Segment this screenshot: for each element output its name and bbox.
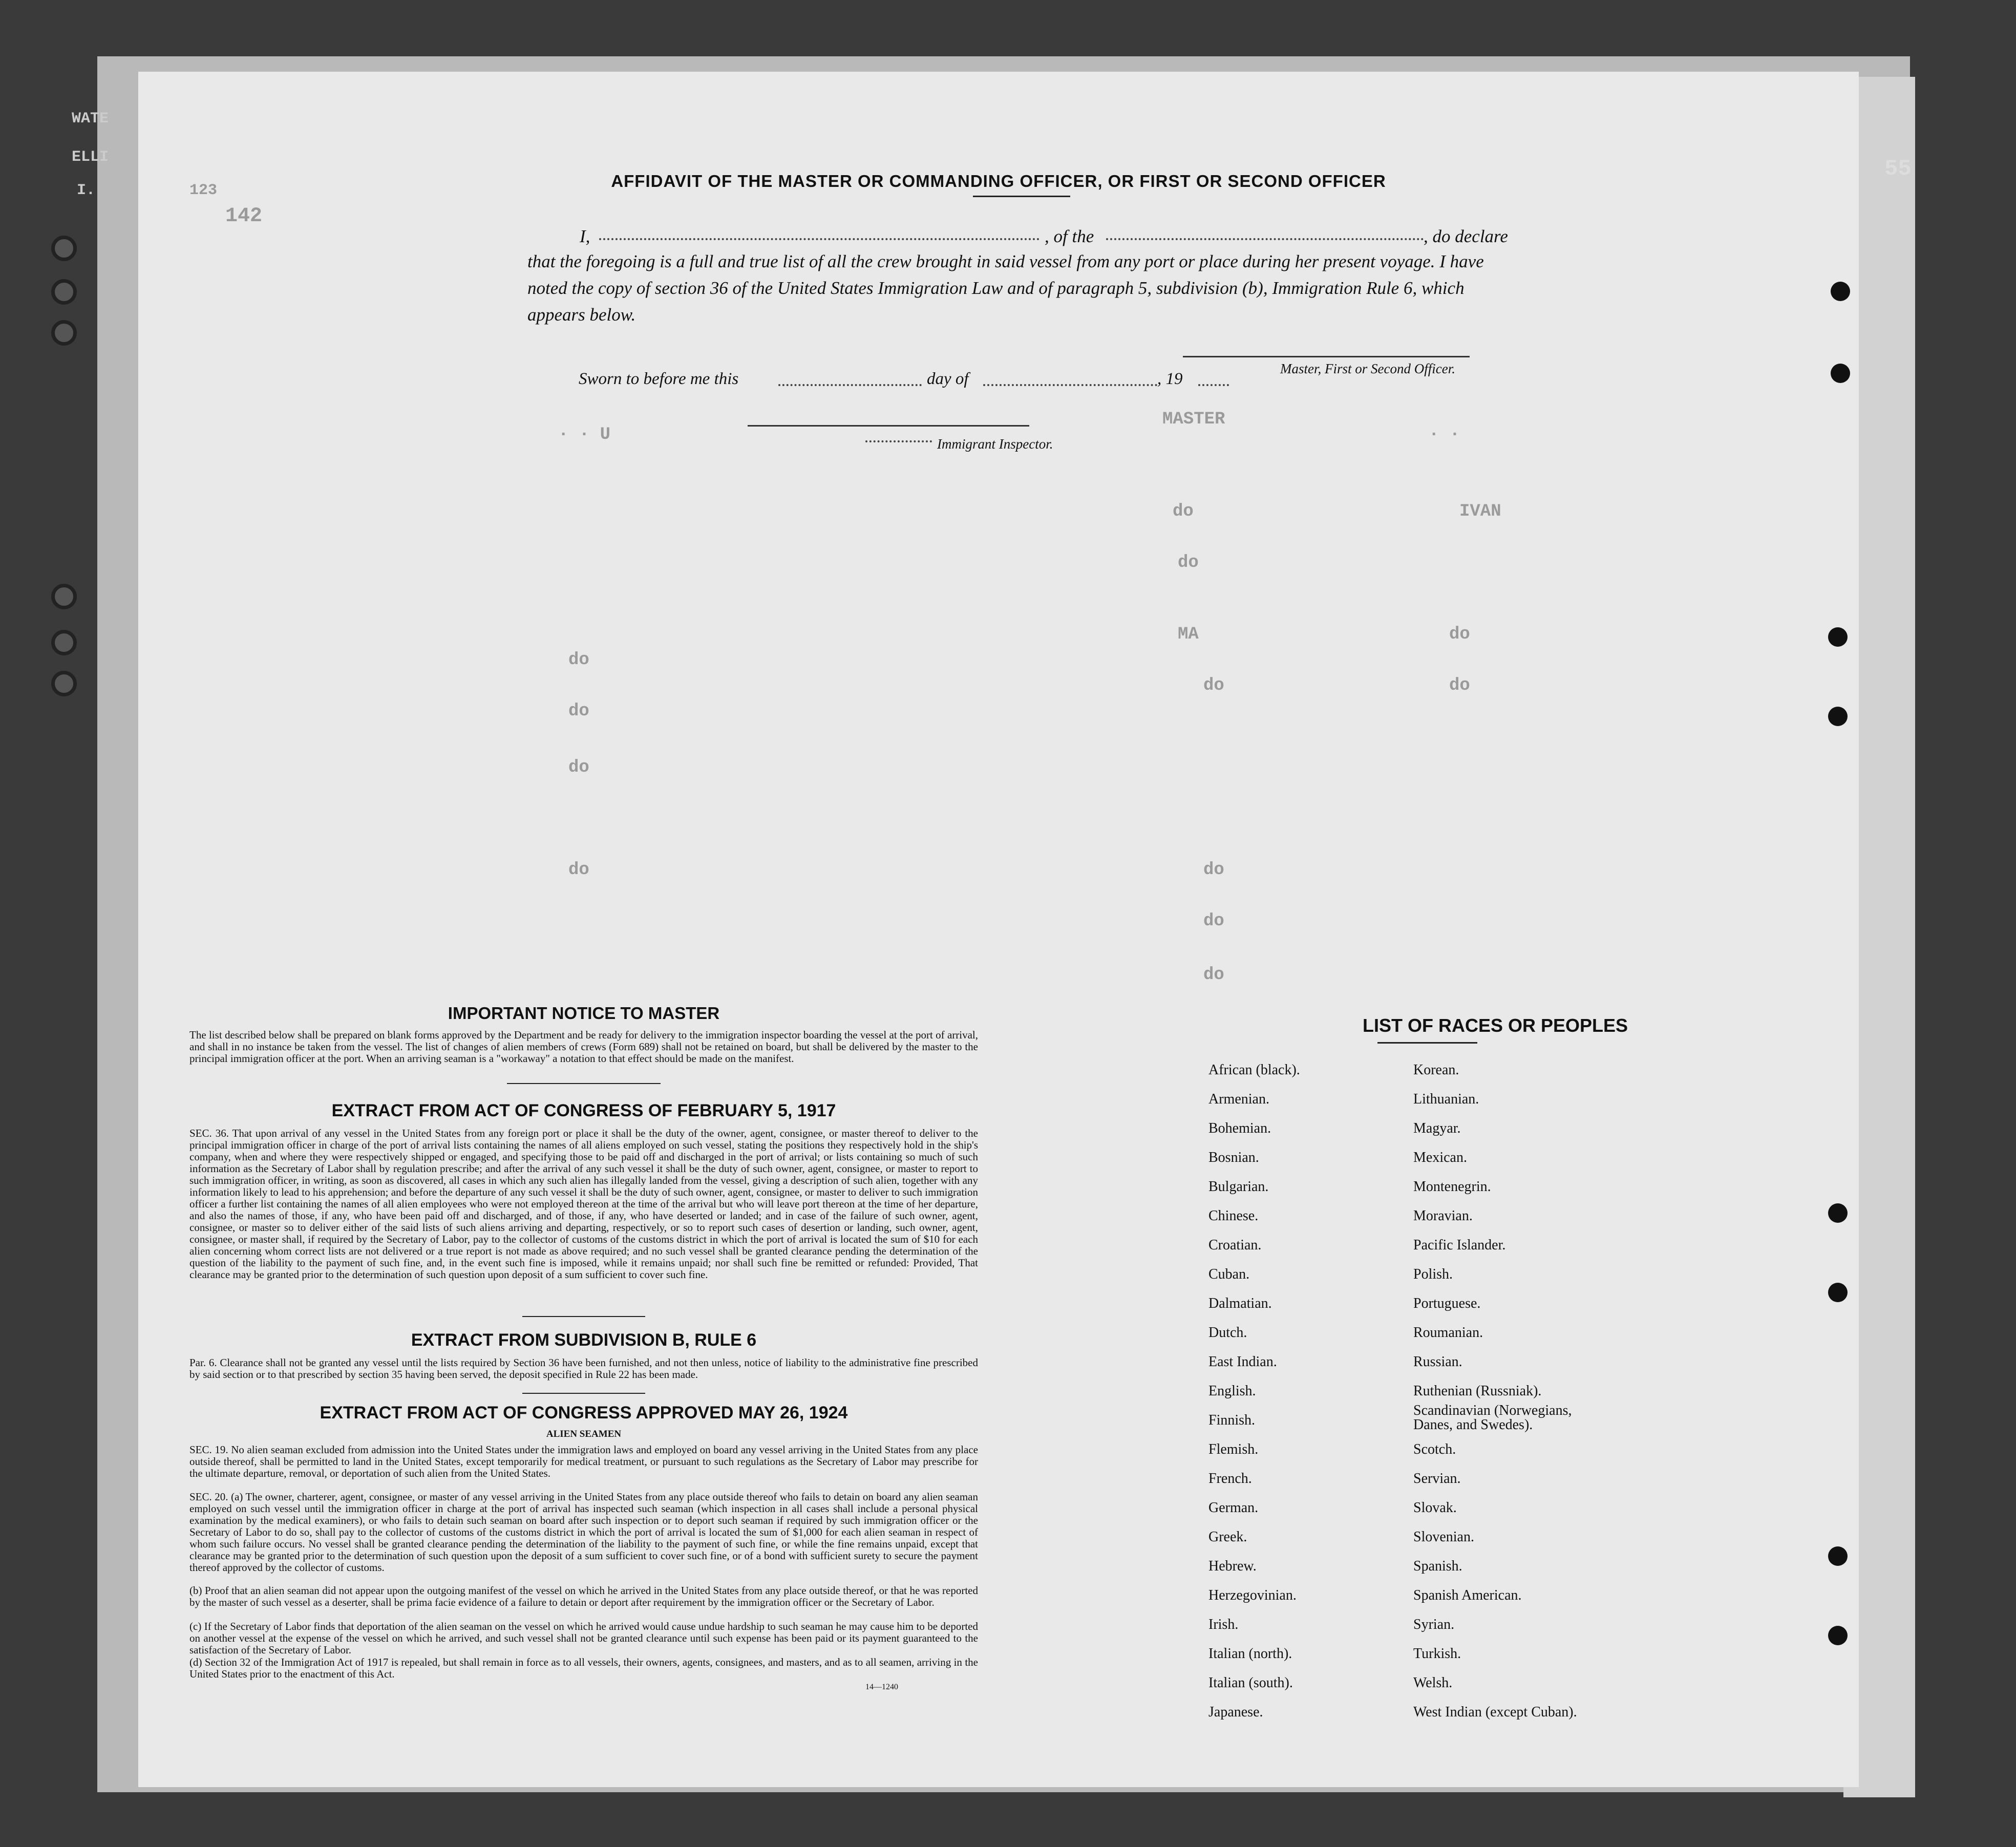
- title-rule: [973, 196, 1070, 197]
- section-rule: [522, 1316, 645, 1317]
- declare-label: , do declare: [1424, 226, 1508, 246]
- race-item: Polish.: [1413, 1266, 1453, 1282]
- race-item: Italian (north).: [1208, 1646, 1292, 1662]
- margin-mark: I.: [77, 182, 96, 199]
- margin-mark: ELLI: [72, 148, 109, 166]
- race-item: East Indian.: [1208, 1354, 1277, 1370]
- race-item: Croatian.: [1208, 1237, 1262, 1253]
- race-item: Flemish.: [1208, 1441, 1259, 1457]
- race-item: French.: [1208, 1471, 1252, 1487]
- race-item: Scotch.: [1413, 1441, 1456, 1457]
- race-item: Slovenian.: [1413, 1529, 1474, 1545]
- race-item: Greek.: [1208, 1529, 1247, 1545]
- master-signature-label: Master, First or Second Officer.: [1280, 361, 1455, 376]
- extract-1924-title: EXTRACT FROM ACT OF CONGRESS APPROVED MAY 26, 1924: [320, 1403, 848, 1423]
- races-title: LIST OF RACES OR PEOPLES: [1362, 1015, 1628, 1036]
- race-item: Spanish.: [1413, 1558, 1462, 1574]
- affidavit-title: AFFIDAVIT OF THE MASTER OR COMMANDING OFFICER, OR FIRST OR SECOND OFFICER: [611, 172, 1386, 190]
- sworn-year-line[interactable]: [1198, 384, 1229, 386]
- document-page: 142 123 AFFIDAVIT OF THE MASTER OR COMMANDING OFFICER, OR FIRST OR SECOND OFFICER I, , of the , do declare that the foregoing is a full and true list of all the crew brought in said vessel from any port or place during her present voyage. I have noted the copy of section 36 of the United States Immigration Law and of paragraph 5, subdivision (b), Immigration Rule 6, which appears below. Master, First or Second Officer. Sworn to before me this day of , 19 Immigrant Inspector. IMPORTANT NOTICE TO MASTER The list described below shall be prepared on blank forms approved by the Department and be ready for delivery to the immigration inspector boarding the vessel at the port of arrival, and shall in no instance be taken from the vessel. The list of changes of alien members of crews (Form 689) shall not be retained on board, but shall be delivered by the master to the principal immigration officer at the port. When an arriving seaman is a "workaway" a notation to that effect should be made on the manifest. EXTRACT FROM ACT OF CONGRESS OF FEBRUARY 5, 1917 SEC. 36. That upon arrival of any vessel in the United States from any foreign port or place it shall be the duty of the owner, agent, consignee, or master thereof to deliver to the principal immigration officer in charge of the port of arrival lists containing the names of all aliens employed on such vessel, stating the positions they respectively hold in the ship's company, when and where they were respectively shipped or engaged, and specifying those to be paid off and discharged in the port of arrival; or lists containing so much of such information as the Secretary of Labor shall by regulation prescribe; and after the arrival of any such vessel it shall be the duty of such owner, agent, consignee, or master to report to such immigration officer, in writing, as soon as discovered, all cases in which any such alien has illegally landed from the vessel, giving a description of such alien, together with any information likely to lead to his apprehension; and before the departure of any such vessel it shall be the duty of such owner, agent, consignee, or master to deliver to such immigration officer a further list containing the names of all alien employees who were not employed thereon at the time of the arrival but who will leave port thereon at the time of her departure, and also the names of those, if any, who have been paid off and discharged, and of those, if any, who have deserted or landed; and in case of the failure of such owner, agent, consignee, or master so to deliver either of the said lists of such aliens arriving and departing, respectively, or so to report such cases of desertion or landing, such owner, agent, consignee, or master shall, if required by the Secretary of Labor, pay to the collector of customs of the customs district in which the port of arrival is located the sum of $10 for each alien concerning whom correct lists are not delivered or a true report is not made as above required; and no such vessel shall be granted clearance pending the determination of the question of the liability to the payment of such fine, and, in the event such fine is imposed, while it remains unpaid; nor shall such fine be remitted or refunded: Provided, That clearance may be granted prior to the determination of such question upon deposit of a sum sufficient to cover such fine. EXTRACT FROM SUBDIVISION B, RULE 6 Par. 6. Clearance shall not be granted any vessel until the lists required by Section 36 have been furnished, and not then unless, notice of liability to the administrative fine prescribed by said section or to that prescribed by section 35 having been served, the deposit specified in Rule 22 has been made. EXTRACT FROM ACT OF CONGRESS APPROVED MAY 26, 1924 ALIEN SEAMEN SEC. 19. No alien seaman excluded from admission into the United States under the immigration laws and employed on board any vessel arriving in the United States from any place outside thereof, shall be permitted to land in the United States, except temporarily for medical treatment, or pursuant to such regulations as the Secretary of Labor may prescribe for the ultimate departure, removal, or deportation of such alien from the United States. SEC. 20. (a) The owner, charterer, agent, consignee, or master of any vessel arriving in the United States from any place outside thereof who fails to detain on board any alien seaman employed on such vessel until the immigration officer in charge at the port of arrival has inspected such seaman (which inspection in all cases shall include a personal physical examination by the medical examiners), or who fails to detain such seaman on board after such inspection or to deport such seaman if required by such immigration officer or the Secretary of Labor to do so, shall pay to the collector of customs of the customs district in which the port of arrival is located the sum of $1,000 for each alien seaman in respect of whom such failure occurs. No vessel shall be granted clearance pending the determination of the liability to the payment of such fine, or while the fine remains unpaid, except that clearance may be granted prior to the determination of such question upon the deposit of a sum sufficient to cover such fine, or of a bond with sufficient surety to secure the payment thereof approved by the collector of customs. (b) Proof that an alien seaman did not appear upon the outgoing manifest of the vessel on which he arrived in the United States from any place outside thereof, or that he was reported by the master of such vessel as a deserter, shall be prima facie evidence of a failure to detain or deport after requirement by the immigration officer or the Secretary of Labor. (c) If the Secretary of Labor finds that deportation of the alien seaman on the vessel on which he arrived would cause undue hardship to such seaman he may cause him to be deported on another vessel at the expense of the vessel on which he arrived, and such vessel shall not be granted clearance until such expense has been paid or its payment guaranteed to the satisfaction of the Secretary of Labor. (d) Section 32 of the Immigration Act of 1917 is repealed, but shall remain in force as to all vessels, their owners, agents, consignees, and masters, and as to all seamen, arriving in the United States prior to the enactment of this Act. 14—1240 LIST OF RACES OR PEOPLES · · U MASTER · · do IVAN do MA do do do do do do do do do do African (black). Armenian. Bohemian. Bosnian. Bulgarian. Chinese. Croatian. Cuban. Dalmatian. Dutch. East Indian. English. Finnish. Flemish. French. German. Greek. Hebrew. Herzegovinian. Irish. Italian (north). Italian (south). Japanese. Korean. Lithuanian. Magyar. Mexican. Montenegrin. Moravian. Pacific Islander. Polish. Portuguese. Roumanian. Russian. Ruthenian (Russniak). Scandinavian (Norwegians, Danes, and Swedes). Scotch. Servian. Slovak. Slovenian. Spanish. Spanish American. Syrian. Turkish. Welsh. West Indian (except Cuban).: [138, 72, 1859, 1787]
- vessel-line[interactable]: [1106, 238, 1424, 240]
- race-item: Herzegovinian.: [1208, 1587, 1297, 1603]
- race-item: Montenegrin.: [1413, 1179, 1491, 1195]
- sec20a-text: SEC. 20. (a) The owner, charterer, agent, consignee, or master of any vessel arriving in the United States from any place outside thereof who fails to detain on board any alien seaman employed on such vessel until the immigration officer in charge at the port of arrival has inspected such seaman (which inspection in all cases shall include a personal physical examination by the medical examiners), or who fails to detain such seaman on board after such inspection or to deport such seaman if required by such immigration officer or the Secretary of Labor to do so, shall pay to the collector of customs of the customs district in which the port of arrival is located the sum of $1,000 for each alien seaman in respect of whom such failure occurs. No vessel shall be granted clearance pending the determination of the liability to the payment of such fine, or while the fine remains unpaid, except that clearance may be granted prior to the determination of such question upon the deposit of a sum sufficient to cover such fine, or of a bond with sufficient surety to secure the payment thereof approved by the collector of customs.: [189, 1491, 978, 1574]
- race-item: Welsh.: [1413, 1675, 1453, 1691]
- race-item: Japanese.: [1208, 1704, 1263, 1720]
- punch-hole: [1831, 282, 1850, 301]
- race-item: Roumanian.: [1413, 1325, 1483, 1341]
- binder-ring: [51, 671, 77, 696]
- race-item: Moravian.: [1413, 1208, 1473, 1224]
- sec20c-text: (c) If the Secretary of Labor finds that deportation of the alien seaman on the vessel on which he arrived would cause undue hardship to such seaman he may cause him to be deported on another vessel at the expense of the vessel on which he arrived, and such vessel shall not be granted clearance until such expense has been paid or its payment guaranteed to the satisfaction of the Secretary of Labor.: [189, 1620, 978, 1656]
- race-item: Servian.: [1413, 1471, 1461, 1487]
- i-label: I,: [580, 226, 590, 246]
- race-item: Dutch.: [1208, 1325, 1247, 1341]
- inspector-dot: [865, 440, 932, 442]
- punch-hole: [1828, 1546, 1848, 1566]
- race-item: Irish.: [1208, 1617, 1239, 1632]
- affidavit-body: that the foregoing is a full and true list of all the crew brought in said vessel from any port or place during her present voyage. I have noted the copy of section 36 of the United States Immigration Law and of paragraph 5, subdivision (b), Immigration Rule 6, which appears below.: [527, 251, 1484, 325]
- race-item: Turkish.: [1413, 1646, 1461, 1662]
- margin-mark: WATE: [72, 110, 109, 128]
- extract-1917-title: EXTRACT FROM ACT OF CONGRESS OF FEBRUARY 5, 1917: [331, 1101, 836, 1120]
- race-item: Finnish.: [1208, 1412, 1256, 1428]
- page-number: 55: [1884, 156, 1912, 182]
- inspector-signature-line[interactable]: [748, 425, 1029, 427]
- stamp-number: 142: [225, 205, 263, 228]
- race-item: Armenian.: [1208, 1091, 1269, 1107]
- punch-hole: [1831, 364, 1850, 383]
- inspector-label: Immigrant Inspector.: [937, 436, 1053, 452]
- name-line[interactable]: [599, 238, 1039, 240]
- punch-hole: [1828, 1203, 1848, 1223]
- race-item: Korean.: [1413, 1062, 1459, 1078]
- sec20b-text: (b) Proof that an alien seaman did not appear upon the outgoing manifest of the vessel on which he arrived in the United States from any place outside thereof, or that he was reported by the master of such vessel as a deserter, shall be prima facie evidence of a failure to detain or deport after requirement by the immigration officer or the Secretary of Labor.: [189, 1584, 978, 1608]
- binder-ring: [51, 584, 77, 609]
- binder-ring: [51, 630, 77, 655]
- of-the-label: , of the: [1045, 226, 1094, 246]
- race-item: Hebrew.: [1208, 1558, 1257, 1574]
- race-item: Syrian.: [1413, 1617, 1455, 1632]
- punch-hole: [1828, 627, 1848, 647]
- sworn-month-line[interactable]: [983, 384, 1157, 386]
- races-rule: [1377, 1042, 1477, 1044]
- section-rule: [522, 1393, 645, 1394]
- stamp-number: 123: [189, 182, 218, 199]
- race-item: African (black).: [1208, 1062, 1300, 1078]
- sworn-day-line[interactable]: [778, 384, 922, 386]
- race-item: West Indian (except Cuban).: [1413, 1704, 1577, 1720]
- race-item: Bulgarian.: [1208, 1179, 1269, 1195]
- extract-1924-subtitle: ALIEN SEAMEN: [546, 1429, 622, 1439]
- punch-hole: [1828, 707, 1848, 726]
- binder-ring: [51, 236, 77, 261]
- race-item: Chinese.: [1208, 1208, 1259, 1224]
- notice-text: The list described below shall be prepared on blank forms approved by the Department and be ready for delivery to the immigration inspector boarding the vessel at the port of arrival, and shall in no instance be taken from the vessel. The list of changes of alien members of crews (Form 689) shall not be retained on board, but shall be delivered by the master to the principal immigration officer at the port. When an arriving seaman is a "workaway" a notation to that effect should be made on the manifest.: [189, 1029, 978, 1065]
- race-item: Slovak.: [1413, 1500, 1457, 1516]
- binder-ring: [51, 320, 77, 346]
- sec20d-text: (d) Section 32 of the Immigration Act of 1917 is repealed, but shall remain in force as to all vessels, their owners, agents, consignees, and masters, and as to all seamen, arriving in the United States prior to the enactment of this Act.: [189, 1656, 978, 1680]
- extract-rule6-text: Par. 6. Clearance shall not be granted any vessel until the lists required by Section 36 have been furnished, and not then unless, notice of liability to the administrative fine prescribed by said section or to that prescribed by section 35 having been served, the deposit specified in Rule 22 has been made.: [189, 1356, 978, 1381]
- master-signature-line[interactable]: [1183, 356, 1470, 357]
- race-item: Bohemian.: [1208, 1120, 1271, 1136]
- punch-hole: [1828, 1283, 1848, 1302]
- race-item: German.: [1208, 1500, 1259, 1516]
- extract-1917-text: SEC. 36. That upon arrival of any vessel in the United States from any foreign port or place it shall be the duty of the owner, agent, consignee, or master thereof to deliver to the principal immigration officer in charge of the port of arrival lists containing the names of all aliens employed on such vessel, stating the positions they respectively hold in the ship's company, when and where they were respectively shipped or engaged, and specifying those to be paid off and discharged in the port of arrival; or lists containing so much of such information as the Secretary of Labor shall by regulation prescribe; and after the arrival of any such vessel it shall be the duty of such owner, agent, consignee, or master to report to such immigration officer, in writing, as soon as discovered, all cases in which any such alien has illegally landed from the vessel, giving a description of such alien, together with any information likely to lead to his apprehension; and before the departure of any such vessel it shall be the duty of such owner, agent, consignee, or master to deliver to such immigration officer a further list containing the names of all alien employees who were not employed thereon at the time of the arrival but who will leave port thereon at the time of her departure, and also the names of those, if any, who have been paid off and discharged, and of those, if any, who have deserted or landed; and in case of the failure of such owner, agent, consignee, or master so to deliver either of the said lists of such aliens arriving and departing, respectively, or so to report such cases of desertion or landing, such owner, agent, consignee, or master shall, if required by the Secretary of Labor, pay to the collector of customs of the customs district in which the port of arrival is located the sum of $10 for each alien concerning whom correct lists are not delivered or a true report is not made as above required; and no such vessel shall be granted clearance pending the determination of the question of the liability to the payment of such fine, and, in the event such fine is imposed, while it remains unpaid; nor shall such fine be remitted or refunded: Provided, That clearance may be granted prior to the determination of such question upon deposit of a sum sufficient to cover such fine.: [189, 1127, 978, 1281]
- notice-title: IMPORTANT NOTICE TO MASTER: [448, 1004, 720, 1023]
- race-item: Scandinavian (Norwegians, Danes, and Swedes).: [1413, 1403, 1572, 1433]
- race-item: English.: [1208, 1383, 1256, 1399]
- race-item: Spanish American.: [1413, 1587, 1522, 1603]
- year-label: , 19: [1157, 370, 1183, 388]
- sec19-text: SEC. 19. No alien seaman excluded from admission into the United States under the immigration laws and employed on board any vessel arriving in the United States from any place outside thereof, shall be permitted to land in the United States, except temporarily for medical treatment, or pursuant to such regulations as the Secretary of Labor may prescribe for the ultimate departure, removal, or deportation of such alien from the United States.: [189, 1443, 978, 1479]
- race-item: Cuban.: [1208, 1266, 1250, 1282]
- race-item: Bosnian.: [1208, 1150, 1259, 1165]
- race-item: Mexican.: [1413, 1150, 1467, 1165]
- race-item: Russian.: [1413, 1354, 1462, 1370]
- race-item: Italian (south).: [1208, 1675, 1293, 1691]
- sworn-label: Sworn to before me this: [579, 370, 739, 388]
- race-item: Ruthenian (Russniak).: [1413, 1383, 1542, 1399]
- binder-ring: [51, 279, 77, 305]
- day-of-label: day of: [927, 370, 969, 388]
- race-item: Magyar.: [1413, 1120, 1461, 1136]
- extract-rule6-title: EXTRACT FROM SUBDIVISION B, RULE 6: [411, 1330, 757, 1350]
- race-item: Dalmatian.: [1208, 1296, 1272, 1311]
- race-item: Pacific Islander.: [1413, 1237, 1506, 1253]
- race-item: Portuguese.: [1413, 1296, 1481, 1311]
- punch-hole: [1828, 1626, 1848, 1645]
- race-item: Lithuanian.: [1413, 1091, 1479, 1107]
- form-number: 14—1240: [865, 1683, 898, 1691]
- section-rule: [507, 1083, 661, 1084]
